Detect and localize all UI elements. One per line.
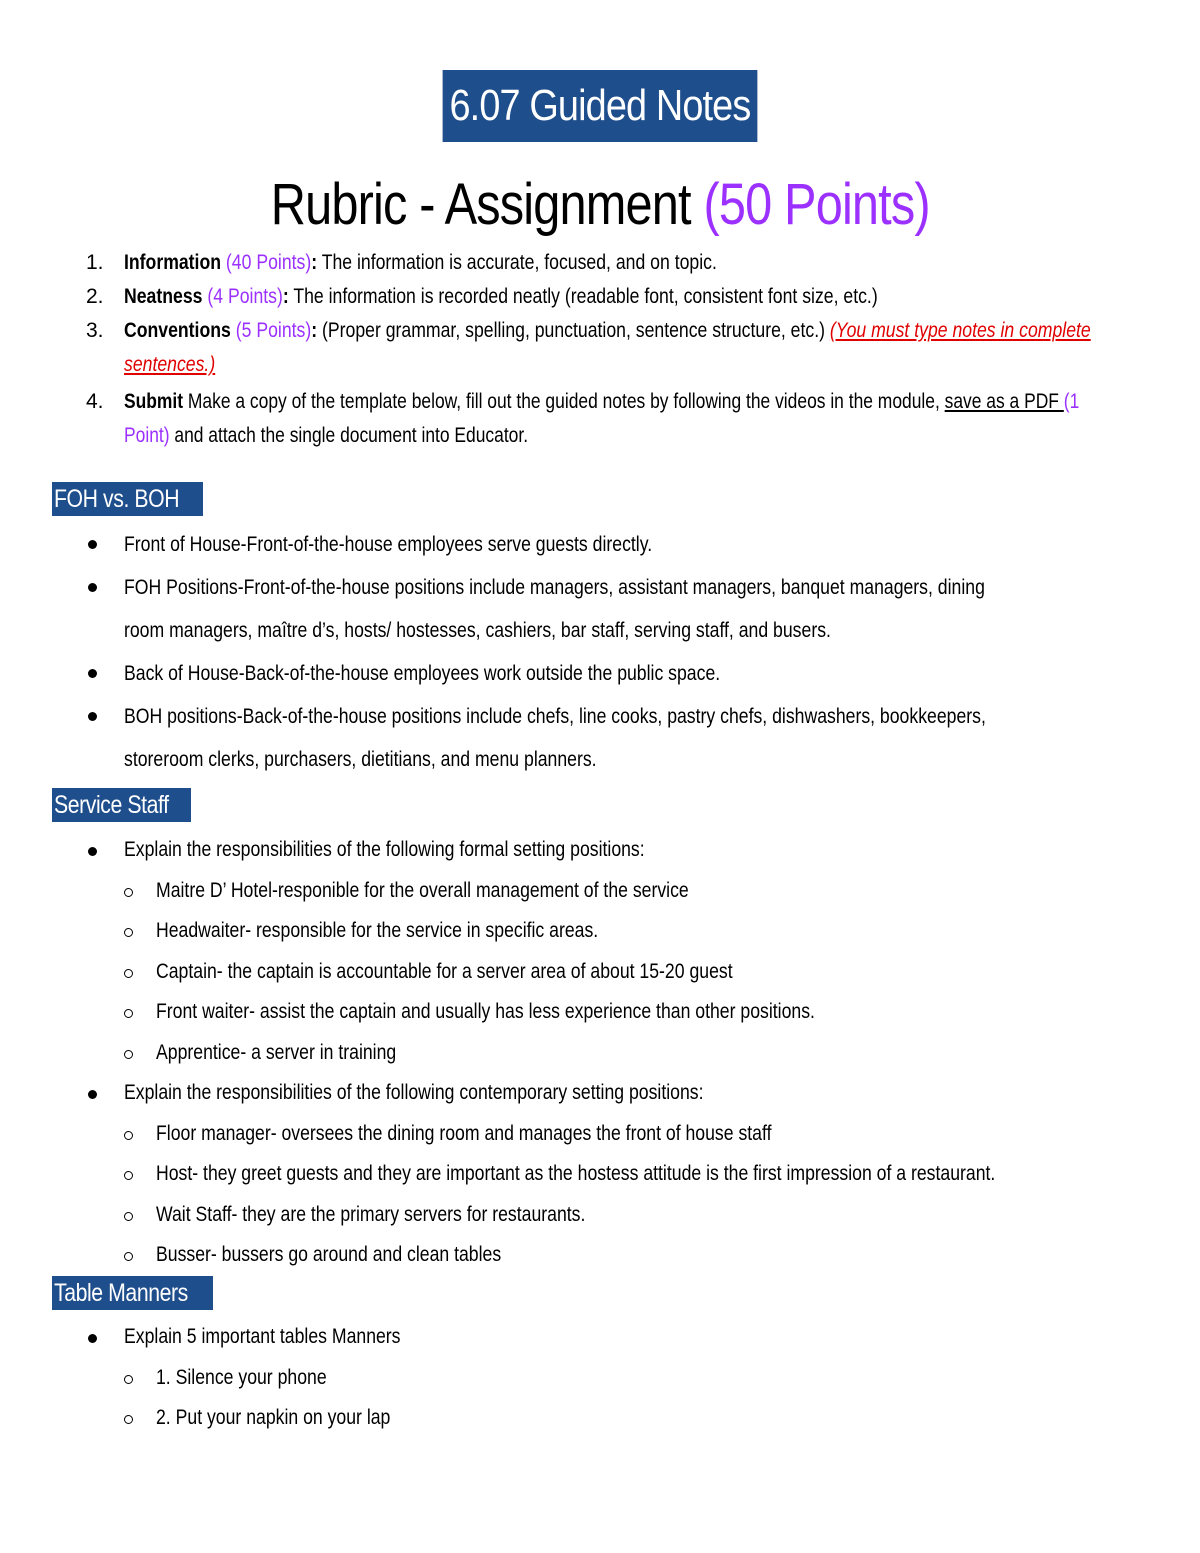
section-heading-foh bbox=[52, 482, 203, 516]
list-item bbox=[84, 911, 1164, 952]
list-item bbox=[84, 1317, 1164, 1439]
rubric-item-points: (1 Point) bbox=[124, 390, 1080, 447]
contemporary-positions-list bbox=[84, 1114, 1164, 1276]
rubric-item-label: Neatness bbox=[124, 285, 203, 308]
title-container bbox=[0, 70, 1200, 142]
sub-bullet-icon bbox=[124, 1212, 133, 1221]
list-item-text: Explain the responsibilities of the following contemporary setting positions: bbox=[124, 1081, 704, 1104]
bullet-icon bbox=[88, 1090, 97, 1099]
rubric-item bbox=[80, 314, 1144, 382]
rubric-heading-points: (50 Points) bbox=[703, 172, 930, 237]
rubric-item-number: 4. bbox=[86, 390, 104, 413]
bullet-icon bbox=[88, 712, 97, 721]
list-item-text: FOH Positions-Front-of-the-house positions include managers, assistant managers, banquet managers, dining bbox=[124, 576, 985, 599]
sub-bullet-icon bbox=[124, 1252, 133, 1261]
list-item-text: 1. Silence your phone bbox=[156, 1365, 327, 1389]
bullet-icon bbox=[88, 540, 97, 549]
list-item bbox=[84, 1033, 1164, 1074]
rubric-heading bbox=[270, 165, 929, 245]
rubric-item-sep: : bbox=[311, 251, 318, 274]
rubric-item-number: 1. bbox=[86, 251, 104, 274]
list-item-text: Floor manager- oversees the dining room and manages the front of house staff bbox=[156, 1121, 772, 1145]
sub-bullet-icon bbox=[124, 1050, 133, 1059]
section-heading-text: Table Manners bbox=[54, 1279, 188, 1307]
rubric-item-points: (5 Points) bbox=[235, 319, 312, 342]
sub-bullet-icon bbox=[124, 1171, 133, 1180]
rubric-item-number: 2. bbox=[86, 285, 104, 308]
list-item-text: Apprentice- a server in training bbox=[156, 1040, 397, 1064]
sub-bullet-icon bbox=[124, 1131, 133, 1140]
rubric-item-label: Submit bbox=[124, 390, 184, 413]
rubric-item-sep: : bbox=[311, 319, 318, 342]
rubric-item-text-end: and attach the single document into Educator. bbox=[169, 424, 529, 447]
list-item-text: Back of House-Back-of-the-house employees work outside the public space. bbox=[124, 662, 721, 685]
rubric-item bbox=[80, 246, 1140, 280]
rubric-item-points: (4 Points) bbox=[207, 285, 283, 308]
rubric-heading-container bbox=[0, 165, 1200, 245]
page-title: 6.07 Guided Notes bbox=[443, 70, 758, 142]
list-item-text: Explain 5 important tables Manners bbox=[124, 1325, 401, 1348]
list-item bbox=[84, 1235, 1164, 1276]
list-item-text: Captain- the captain is accountable for a server area of about 15-20 guest bbox=[156, 959, 733, 983]
sub-bullet-icon bbox=[124, 1415, 133, 1424]
list-item-text: BOH positions-Back-of-the-house positions include chefs, line cooks, pastry chefs, dishwashers, bookkeepers, bbox=[124, 705, 986, 728]
list-item bbox=[84, 871, 1164, 912]
list-item-text: Host- they greet guests and they are important as the hostess attitude is the first impression of a restaurant. bbox=[156, 1162, 996, 1185]
sub-bullet-icon bbox=[124, 888, 133, 897]
rubric-heading-text: Rubric - Assignment bbox=[270, 172, 704, 237]
bullet-icon bbox=[88, 669, 97, 678]
rubric-item bbox=[80, 385, 1140, 453]
rubric-item-warning: (You must type notes in complete sentences.) bbox=[124, 319, 1091, 376]
sub-bullet-icon bbox=[124, 928, 133, 937]
sub-bullet-icon bbox=[124, 969, 133, 978]
section-heading-service-staff bbox=[52, 788, 191, 822]
list-item-text: 2. Put your napkin on your lap bbox=[156, 1406, 391, 1429]
service-bullet-list bbox=[84, 830, 1164, 1276]
list-item bbox=[84, 992, 1164, 1033]
list-item bbox=[84, 652, 1164, 695]
list-item-text: room managers, maître d’s, hosts/ hostesses, cashiers, bar staff, serving staff, and busers. bbox=[124, 619, 831, 642]
sub-bullet-icon bbox=[124, 1009, 133, 1018]
rubric-list bbox=[80, 246, 1140, 453]
section-heading-text: FOH vs. BOH bbox=[54, 485, 180, 513]
manners-list bbox=[84, 1358, 1164, 1439]
list-item bbox=[84, 1114, 1164, 1155]
list-item-text: Busser- bussers go around and clean tables bbox=[156, 1243, 502, 1266]
list-item bbox=[84, 1398, 1164, 1439]
list-item bbox=[84, 566, 1164, 652]
list-item-text: Front of House-Front-of-the-house employees serve guests directly. bbox=[124, 533, 653, 556]
rubric-item-text: (Proper grammar, spelling, punctuation, sentence structure, etc.) bbox=[317, 319, 830, 342]
rubric-item-text: The information is recorded neatly (readable font, consistent font size, etc.) bbox=[288, 285, 878, 308]
manners-bullet-list bbox=[84, 1317, 1164, 1439]
sub-bullet-icon bbox=[124, 1375, 133, 1384]
list-item-text: Headwaiter- responsible for the service in specific areas. bbox=[156, 919, 599, 942]
bullet-icon bbox=[88, 583, 97, 592]
list-item bbox=[84, 1154, 1164, 1195]
bullet-icon bbox=[88, 847, 97, 856]
list-item bbox=[84, 830, 1164, 1073]
list-item-text: Wait Staff- they are the primary servers for restaurants. bbox=[156, 1202, 586, 1226]
list-item bbox=[84, 952, 1164, 993]
section-heading-table-manners bbox=[52, 1276, 213, 1310]
rubric-item-text: The information is accurate, focused, and on topic. bbox=[317, 251, 717, 274]
rubric-item-text: Make a copy of the template below, fill out the guided notes by following the videos in the module, bbox=[183, 390, 945, 413]
list-item-text: Explain the responsibilities of the following formal setting positions: bbox=[124, 838, 645, 861]
rubric-item bbox=[80, 280, 1140, 314]
list-item-text: Maitre D’ Hotel-responible for the overall management of the service bbox=[156, 878, 689, 902]
rubric-item-sep: : bbox=[282, 285, 289, 308]
rubric-item-underline: save as a PDF bbox=[944, 390, 1064, 413]
rubric-item-label: Conventions bbox=[124, 319, 231, 342]
section-heading-text: Service Staff bbox=[54, 791, 169, 819]
rubric-item-number: 3. bbox=[86, 319, 104, 342]
list-item-text: Front waiter- assist the captain and usually has less experience than other positions. bbox=[156, 1000, 815, 1023]
rubric-item-points: (40 Points) bbox=[225, 251, 312, 274]
rubric-item-label: Information bbox=[124, 251, 222, 274]
bullet-icon bbox=[88, 1334, 97, 1343]
list-item bbox=[84, 1073, 1164, 1276]
list-item-text: storeroom clerks, purchasers, dietitians, and menu planners. bbox=[124, 748, 597, 771]
formal-positions-list bbox=[84, 871, 1164, 1074]
foh-bullet-list bbox=[84, 523, 1164, 781]
list-item bbox=[84, 695, 1164, 781]
list-item bbox=[84, 1358, 1164, 1399]
list-item bbox=[84, 1195, 1164, 1236]
list-item bbox=[84, 523, 1164, 566]
